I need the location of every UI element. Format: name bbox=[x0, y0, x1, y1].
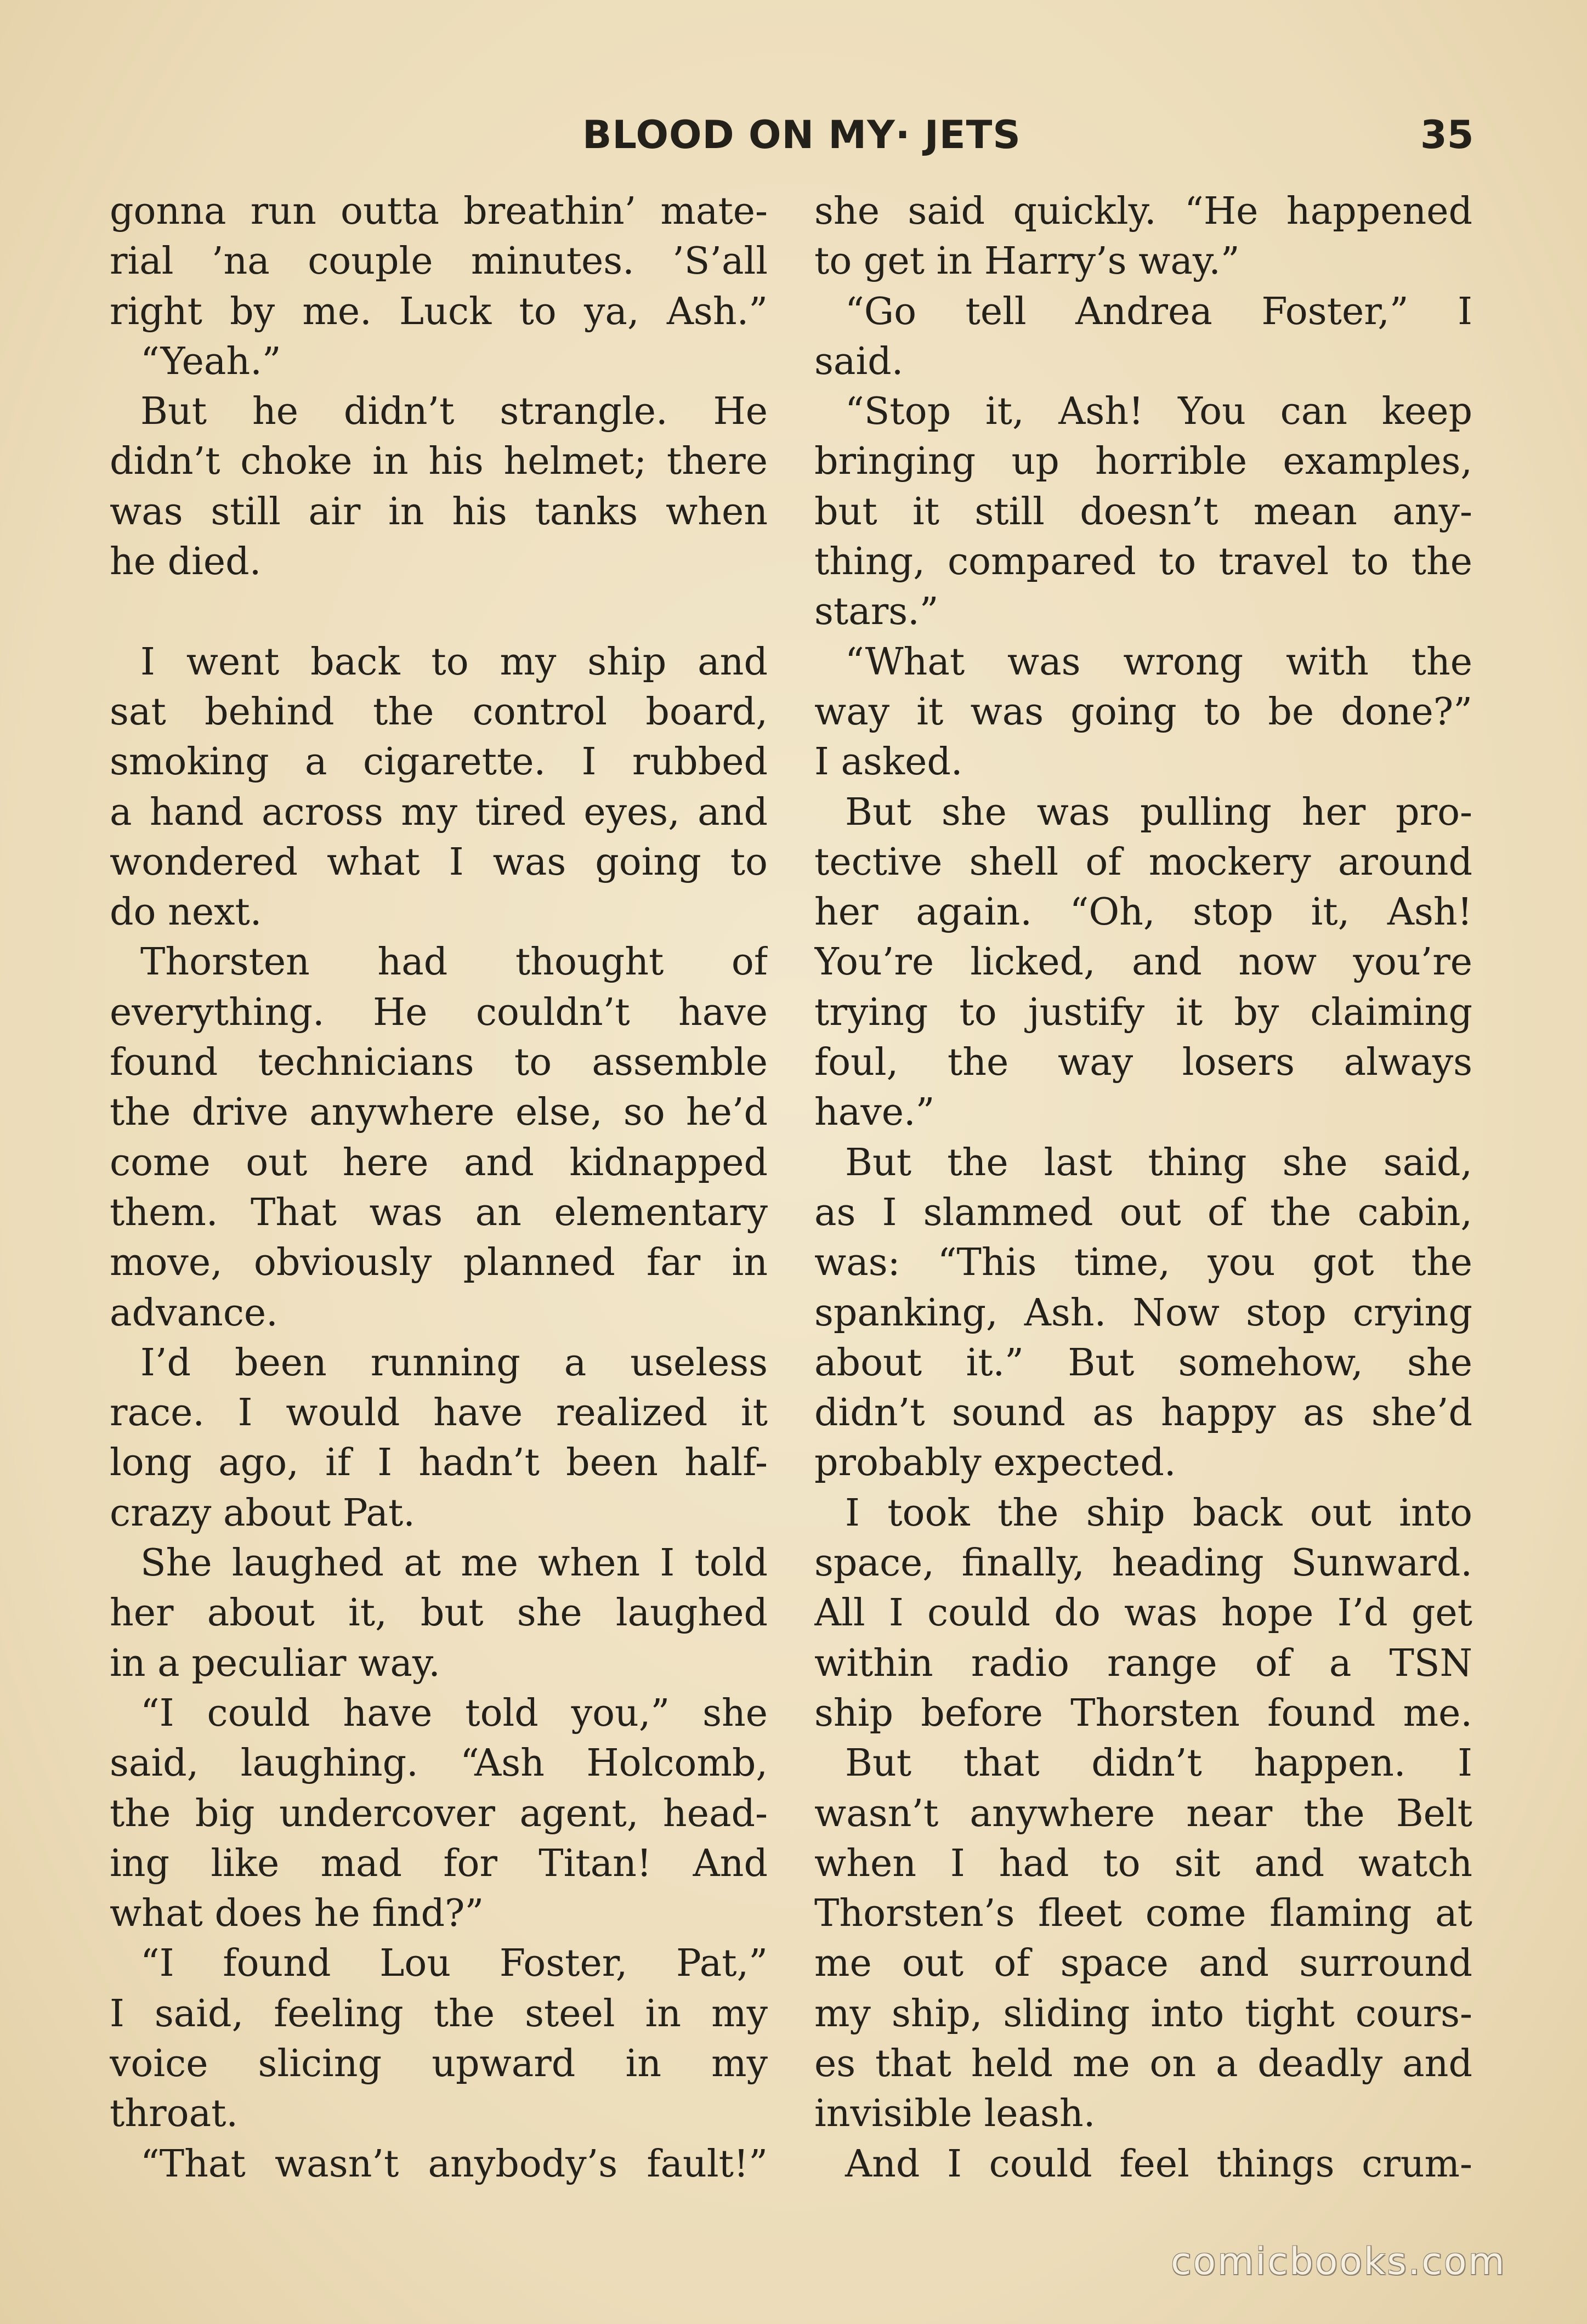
text-line: ship before Thorsten found me. bbox=[814, 1691, 1472, 1735]
text-line: wondered what I was going to bbox=[110, 840, 768, 884]
text-line: crazy about Pat. bbox=[110, 1491, 415, 1535]
text-line: sat behind the control board, bbox=[110, 690, 768, 734]
text-line: what does he find?” bbox=[110, 1892, 484, 1936]
text-line: “I found Lou Foster, Pat,” bbox=[140, 1942, 768, 1986]
text-line: was still air in his tanks when bbox=[110, 490, 768, 534]
text-line: “Yeah.” bbox=[140, 339, 281, 383]
text-line: thing, compared to travel to the bbox=[814, 540, 1472, 584]
text-line: She laughed at me when I told bbox=[140, 1541, 768, 1585]
text-line: her again. “Oh, stop it, Ash! bbox=[814, 891, 1472, 934]
text-line: bringing up horrible examples, bbox=[814, 440, 1472, 484]
text-line: I took the ship back out into bbox=[845, 1491, 1472, 1535]
text-line: found technicians to assemble bbox=[110, 1041, 768, 1085]
running-title: BLOOD ON MY· JETS bbox=[582, 112, 1021, 157]
text-line: I went back to my ship and bbox=[140, 640, 768, 684]
text-line: everything. He couldn’t have bbox=[110, 990, 768, 1034]
text-line: gonna run outta breathin’ mate- bbox=[110, 190, 768, 233]
text-line: come out here and kidnapped bbox=[110, 1141, 768, 1184]
text-line: said. bbox=[814, 339, 904, 383]
text-line: But that didn’t happen. I bbox=[845, 1742, 1472, 1785]
text-line: was: “This time, you got the bbox=[814, 1241, 1472, 1285]
text-line: a hand across my tired eyes, and bbox=[110, 790, 768, 834]
text-line: right by me. Luck to ya, Ash.” bbox=[110, 290, 768, 333]
text-line: race. I would have realized it bbox=[110, 1391, 768, 1435]
text-line: All I could do was hope I’d get bbox=[814, 1591, 1472, 1635]
left-text-column bbox=[110, 186, 768, 2199]
text-line: trying to justify it by claiming bbox=[814, 990, 1472, 1034]
text-line: within radio range of a TSN bbox=[814, 1641, 1472, 1685]
text-line: way it was going to be done?” bbox=[814, 690, 1472, 734]
text-line: voice slicing upward in my bbox=[110, 2042, 768, 2085]
text-line: es that held me on a deadly and bbox=[814, 2042, 1472, 2085]
text-line: when I had to sit and watch bbox=[814, 1841, 1472, 1885]
text-line: space, finally, heading Sunward. bbox=[814, 1541, 1472, 1585]
text-line: move, obviously planned far in bbox=[110, 1241, 768, 1285]
text-line: But he didn’t strangle. He bbox=[140, 390, 768, 434]
right-text-column bbox=[814, 186, 1472, 2199]
text-line: he died. bbox=[110, 540, 262, 584]
text-line: But she was pulling her pro- bbox=[845, 790, 1472, 834]
text-line: I said, feeling the steel in my bbox=[110, 1992, 768, 2036]
text-line: “Stop it, Ash! You can keep bbox=[845, 390, 1472, 434]
text-line: “What was wrong with the bbox=[845, 640, 1472, 684]
text-line: ing like mad for Titan! And bbox=[110, 1841, 768, 1885]
text-line: tective shell of mockery around bbox=[814, 840, 1472, 884]
text-line: smoking a cigarette. I rubbed bbox=[110, 740, 768, 784]
text-line: Thorsten’s fleet come flaming at bbox=[814, 1892, 1472, 1936]
text-line: I’d been running a useless bbox=[140, 1341, 768, 1385]
text-line: she said quickly. “He happened bbox=[814, 190, 1472, 233]
text-line: as I slammed out of the cabin, bbox=[814, 1191, 1472, 1234]
text-line: said, laughing. “Ash Holcomb, bbox=[110, 1742, 768, 1785]
text-line: “That wasn’t anybody’s fault!” bbox=[140, 2142, 768, 2186]
text-line: And I could feel things crum- bbox=[845, 2142, 1472, 2186]
text-line: stars.” bbox=[814, 590, 939, 634]
text-line: about it.” But somehow, she bbox=[814, 1341, 1472, 1385]
text-line: her about it, but she laughed bbox=[110, 1591, 768, 1635]
text-line: “I could have told you,” she bbox=[140, 1691, 768, 1735]
text-line: to get in Harry’s way.” bbox=[814, 240, 1240, 284]
text-line: invisible leash. bbox=[814, 2092, 1096, 2136]
text-line: rial ’na couple minutes. ’S’all bbox=[110, 240, 768, 284]
text-line: my ship, sliding into tight cours- bbox=[814, 1992, 1472, 2036]
text-line: but it still doesn’t mean any- bbox=[814, 490, 1472, 534]
text-line: spanking, Ash. Now stop crying bbox=[814, 1291, 1472, 1335]
text-line: But the last thing she said, bbox=[845, 1141, 1472, 1184]
site-watermark: comicbooks.com bbox=[1171, 2240, 1506, 2283]
text-line: Thorsten had thought of bbox=[140, 940, 768, 984]
text-line: didn’t sound as happy as she’d bbox=[814, 1391, 1472, 1435]
section-break bbox=[110, 587, 768, 637]
text-line: in a peculiar way. bbox=[110, 1641, 440, 1685]
text-line: do next. bbox=[110, 891, 262, 934]
page-header bbox=[0, 112, 1587, 173]
text-line: me out of space and surround bbox=[814, 1942, 1472, 1986]
text-line: advance. bbox=[110, 1291, 278, 1335]
page-number: 35 bbox=[1420, 112, 1474, 157]
text-line: probably expected. bbox=[814, 1441, 1176, 1485]
text-line: didn’t choke in his helmet; there bbox=[110, 440, 768, 484]
text-line: “Go tell Andrea Foster,” I bbox=[845, 290, 1472, 333]
text-line: I asked. bbox=[814, 740, 963, 784]
text-line: You’re licked, and now you’re bbox=[814, 940, 1472, 984]
text-line: foul, the way losers always bbox=[814, 1041, 1472, 1085]
text-line: the big undercover agent, head- bbox=[110, 1792, 768, 1835]
text-line: throat. bbox=[110, 2092, 239, 2136]
text-line: them. That was an elementary bbox=[110, 1191, 768, 1234]
text-line: long ago, if I hadn’t been half- bbox=[110, 1441, 768, 1485]
text-line: the drive anywhere else, so he’d bbox=[110, 1091, 768, 1135]
text-line: wasn’t anywhere near the Belt bbox=[814, 1792, 1472, 1835]
text-line: have.” bbox=[814, 1091, 935, 1135]
